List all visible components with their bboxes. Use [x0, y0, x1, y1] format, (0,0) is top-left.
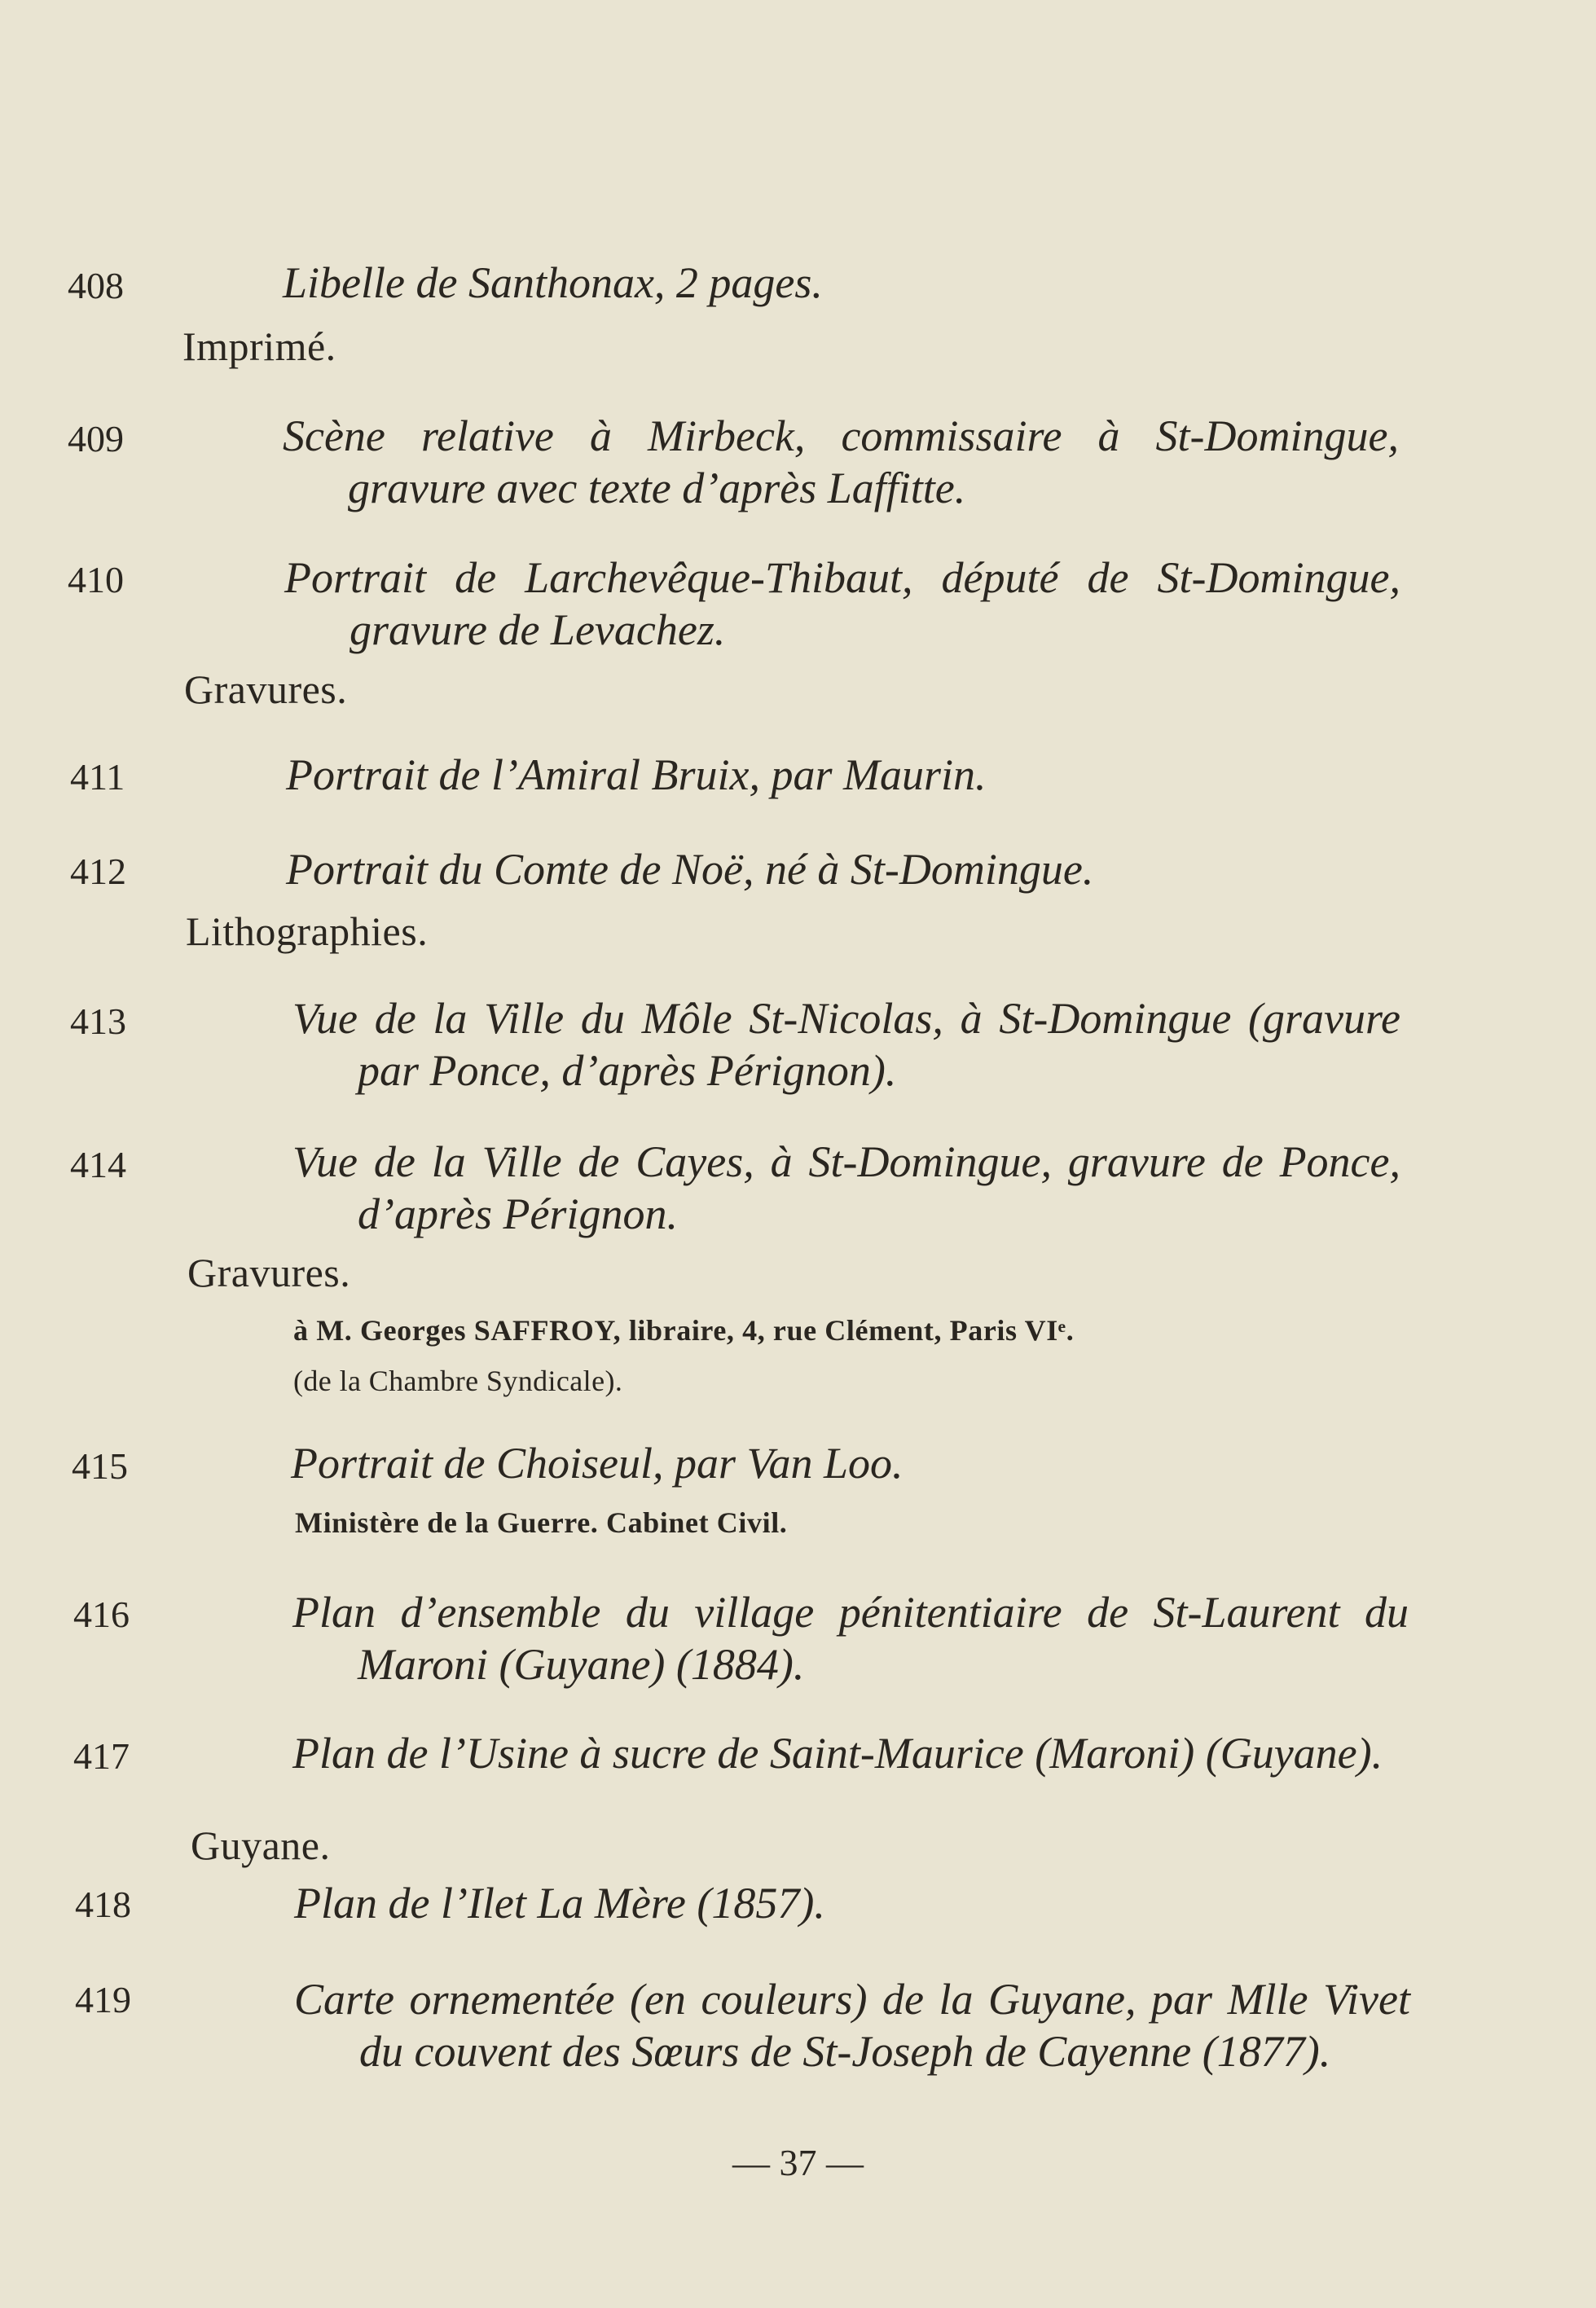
entry-number: 419	[75, 1979, 131, 2020]
section-note: Imprimé.	[182, 323, 336, 369]
entry-title: Portrait de l’Amiral Bruix, par Maurin.	[286, 750, 987, 799]
entry-title: Vue de la Ville du Môle St-Nicolas, à St-Domingue (gravure par Ponce, d’après Pérignon).	[292, 994, 1400, 1095]
entry-number: 418	[75, 1884, 131, 1925]
section-note: Guyane.	[191, 1822, 331, 1868]
entry-title: Portrait du Comte de Noë, né à St-Domingue.	[286, 845, 1094, 894]
entry-title: Plan de l’Usine à sucre de Saint-Maurice (Maroni) (Guyane).	[292, 1729, 1383, 1778]
entry-title: Portrait de Choiseul, par Van Loo.	[291, 1439, 904, 1488]
entry-number: 410	[68, 559, 124, 600]
entry-title: Vue de la Ville de Cayes, à St-Domingue, gravure de Ponce, d’après Pérignon.	[292, 1137, 1400, 1238]
source-line: Ministère de la Guerre. Cabinet Civil.	[295, 1506, 788, 1539]
entry-title: Scène relative à Mirbeck, commissaire à St-Domingue, gravure avec texte d’après Laffitte.	[283, 411, 1399, 512]
section-note: Gravures.	[187, 1250, 351, 1295]
section-note: Gravures.	[184, 666, 348, 712]
entry-title: Portrait de Larchevêque-Thibaut, député de St-Domingue, gravure de Levachez.	[284, 553, 1400, 654]
entry-number: 417	[73, 1735, 130, 1777]
entry-title: Plan de l’Ilet La Mère (1857).	[294, 1879, 825, 1928]
entry-title: Plan d’ensemble du village pénitentiaire de St-Laurent du Maroni (Guyane) (1884).	[292, 1588, 1409, 1689]
entry-number: 415	[72, 1445, 128, 1487]
entry-number: 413	[70, 1000, 126, 1042]
entry-number: 408	[68, 265, 124, 306]
entry-title: Carte ornementée (en couleurs) de la Guyane, par Mlle Vivet du couvent des Sœurs de St-Joseph de Cayenne (1877).	[294, 1975, 1410, 2076]
entry-number: 409	[68, 418, 124, 459]
entry-number: 416	[73, 1594, 130, 1635]
page-number: — 37 —	[732, 2142, 864, 2183]
section-note: Lithographies.	[186, 908, 429, 954]
entry-number: 412	[70, 851, 126, 892]
entry-number: 411	[70, 756, 125, 798]
source-line: à M. Georges SAFFROY, libraire, 4, rue Clément, Paris VIᵉ.	[293, 1314, 1075, 1347]
source-subline: (de la Chambre Syndicale).	[293, 1365, 623, 1397]
entry-number: 414	[70, 1144, 126, 1185]
entry-title: Libelle de Santhonax, 2 pages.	[283, 258, 823, 307]
